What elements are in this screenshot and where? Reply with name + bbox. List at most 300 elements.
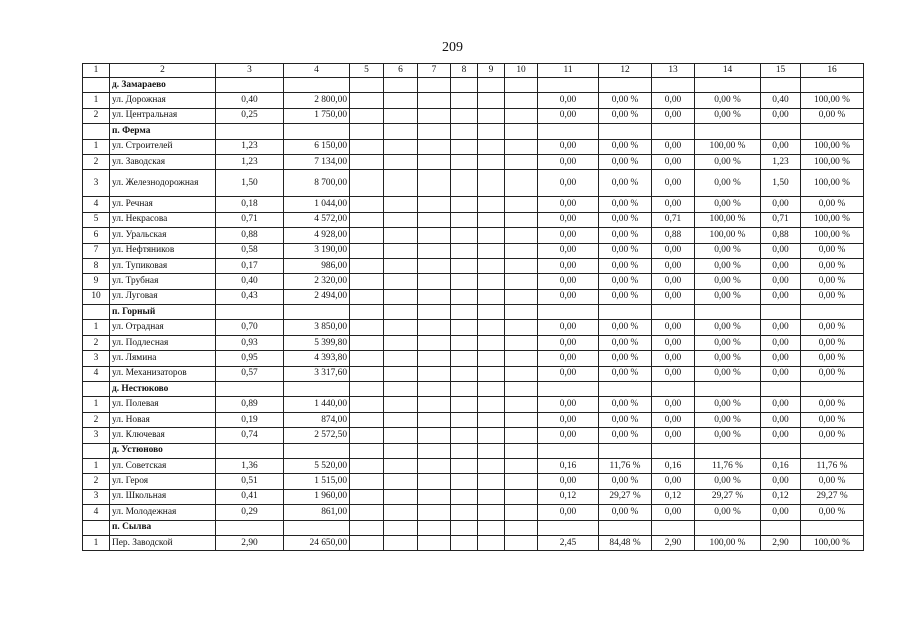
table-cell — [384, 170, 418, 197]
table-cell — [505, 397, 538, 412]
street-name: ул. Железнодорожная — [110, 170, 216, 197]
table-cell: 0,40 — [216, 274, 284, 289]
row-number: 2 — [83, 412, 110, 427]
column-header: 13 — [652, 64, 695, 78]
table-cell: 0,41 — [216, 489, 284, 504]
table-cell — [418, 305, 451, 320]
table-cell: 0,00 % — [695, 320, 761, 335]
column-header: 8 — [451, 64, 478, 78]
street-name: ул. Полевая — [110, 397, 216, 412]
table-cell — [350, 289, 384, 304]
table-cell — [350, 197, 384, 212]
row-number: 10 — [83, 289, 110, 304]
table-cell — [350, 412, 384, 427]
table-cell — [451, 289, 478, 304]
table-cell: 5 399,80 — [284, 335, 350, 350]
table-cell: 0,00 — [538, 228, 599, 243]
table-cell — [83, 443, 110, 458]
table-cell — [451, 78, 478, 93]
table-cell — [599, 443, 652, 458]
table-cell: 0,00 % — [599, 212, 652, 227]
table-cell — [350, 258, 384, 273]
column-header: 6 — [384, 64, 418, 78]
table-cell — [384, 412, 418, 427]
table-row — [83, 351, 864, 366]
table-cell — [801, 520, 864, 535]
table-cell: 0,00 — [538, 274, 599, 289]
table-cell: 0,19 — [216, 412, 284, 427]
table-cell: 0,00 — [538, 412, 599, 427]
table-cell — [350, 124, 384, 139]
column-header: 2 — [110, 64, 216, 78]
table-cell — [418, 170, 451, 197]
table-cell — [350, 382, 384, 397]
table-cell: 0,00 — [761, 335, 801, 350]
table-cell: 0,00 — [761, 258, 801, 273]
row-number: 8 — [83, 258, 110, 273]
table-cell: 0,00 — [761, 351, 801, 366]
table-cell — [451, 458, 478, 473]
table-cell — [384, 243, 418, 258]
table-cell — [83, 78, 110, 93]
table-cell — [418, 139, 451, 154]
table-cell: 0,00 — [652, 289, 695, 304]
table-cell — [284, 78, 350, 93]
table-row — [83, 335, 864, 350]
table-cell: 3 850,00 — [284, 320, 350, 335]
table-cell — [350, 335, 384, 350]
table-row — [83, 108, 864, 123]
table-cell — [451, 412, 478, 427]
header-row — [83, 64, 864, 78]
table-cell — [451, 305, 478, 320]
table-cell: 1,23 — [761, 154, 801, 169]
table-cell — [478, 520, 505, 535]
table-cell: 0,00 % — [695, 474, 761, 489]
table-cell — [418, 428, 451, 443]
table-cell: 0,00 — [761, 412, 801, 427]
table-cell: 1,50 — [761, 170, 801, 197]
table-cell: 0,00 — [538, 139, 599, 154]
table-cell: 0,00 % — [695, 274, 761, 289]
street-name: ул. Уральская — [110, 228, 216, 243]
table-cell: 0,00 — [652, 474, 695, 489]
table-cell: 0,00 — [538, 474, 599, 489]
row-number: 1 — [83, 93, 110, 108]
table-cell — [384, 124, 418, 139]
table-cell — [505, 366, 538, 381]
table-cell: 0,95 — [216, 351, 284, 366]
table-cell: 100,00 % — [801, 139, 864, 154]
street-name: Пер. Заводской — [110, 535, 216, 550]
table-cell — [83, 382, 110, 397]
table-cell — [418, 289, 451, 304]
table-cell — [478, 382, 505, 397]
table-cell: 0,25 — [216, 108, 284, 123]
column-header: 1 — [83, 64, 110, 78]
table-cell: 861,00 — [284, 505, 350, 520]
table-cell — [384, 154, 418, 169]
table-row — [83, 412, 864, 427]
table-cell: 1,50 — [216, 170, 284, 197]
column-header: 14 — [695, 64, 761, 78]
table-cell: 0,43 — [216, 289, 284, 304]
street-name: ул. Героя — [110, 474, 216, 489]
table-cell — [761, 78, 801, 93]
table-cell — [384, 108, 418, 123]
table-cell — [384, 258, 418, 273]
table-cell — [384, 443, 418, 458]
table-cell: 1,23 — [216, 139, 284, 154]
table-cell: 0,00 — [538, 170, 599, 197]
table-cell — [505, 228, 538, 243]
table-cell — [350, 170, 384, 197]
table-cell: 0,00 % — [695, 93, 761, 108]
table-cell — [478, 108, 505, 123]
table-cell: 100,00 % — [695, 139, 761, 154]
table-cell: 29,27 % — [695, 489, 761, 504]
table-cell — [451, 243, 478, 258]
table-cell — [350, 520, 384, 535]
table-cell: 0,00 — [652, 139, 695, 154]
table-cell — [418, 212, 451, 227]
table-cell — [418, 397, 451, 412]
table-cell: 4 393,80 — [284, 351, 350, 366]
table-cell — [451, 154, 478, 169]
table-cell — [350, 212, 384, 227]
table-cell — [384, 320, 418, 335]
table-cell — [801, 382, 864, 397]
table-cell: 0,00 — [652, 108, 695, 123]
table-cell: 0,00 % — [695, 335, 761, 350]
table-cell — [350, 428, 384, 443]
table-cell: 0,71 — [652, 212, 695, 227]
table-cell: 0,00 — [652, 351, 695, 366]
table-cell — [451, 505, 478, 520]
table-cell: 0,00 % — [801, 335, 864, 350]
table-cell: 0,29 — [216, 505, 284, 520]
table-row — [83, 139, 864, 154]
table-cell: 0,70 — [216, 320, 284, 335]
table-cell — [284, 382, 350, 397]
table-cell — [761, 124, 801, 139]
table-cell — [451, 397, 478, 412]
table-cell: 0,00 — [761, 139, 801, 154]
table-row — [83, 458, 864, 473]
table-cell: 0,00 % — [801, 197, 864, 212]
table-cell: 0,00 % — [801, 289, 864, 304]
table-cell: 0,74 — [216, 428, 284, 443]
column-header: 16 — [801, 64, 864, 78]
table-cell: 0,00 — [652, 154, 695, 169]
table-cell — [505, 535, 538, 550]
table-cell: 0,00 — [761, 243, 801, 258]
table-cell: 0,00 — [652, 335, 695, 350]
table-cell: 0,00 % — [801, 397, 864, 412]
table-row — [83, 366, 864, 381]
table-cell — [505, 274, 538, 289]
table-cell — [451, 382, 478, 397]
table-cell: 0,00 — [538, 351, 599, 366]
table-cell — [216, 520, 284, 535]
table-cell — [418, 93, 451, 108]
table-cell — [652, 520, 695, 535]
section-title: п. Ферма — [110, 124, 216, 139]
table-cell — [418, 320, 451, 335]
table-cell: 0,00 % — [599, 170, 652, 197]
table-cell: 2,45 — [538, 535, 599, 550]
table-cell — [451, 212, 478, 227]
table-cell — [478, 320, 505, 335]
table-cell: 0,12 — [538, 489, 599, 504]
table-cell: 0,00 % — [599, 197, 652, 212]
table-cell — [599, 124, 652, 139]
table-cell: 2,90 — [216, 535, 284, 550]
table-cell — [478, 274, 505, 289]
section-row — [83, 520, 864, 535]
table-row — [83, 289, 864, 304]
table-cell: 0,00 % — [801, 428, 864, 443]
row-number: 1 — [83, 458, 110, 473]
table-cell — [505, 243, 538, 258]
table-cell: 0,93 — [216, 335, 284, 350]
table-cell — [384, 458, 418, 473]
table-cell: 0,00 % — [599, 320, 652, 335]
table-cell — [384, 78, 418, 93]
table-cell — [505, 93, 538, 108]
table-cell: 0,00 % — [695, 197, 761, 212]
table-cell — [505, 320, 538, 335]
table-cell — [761, 382, 801, 397]
table-cell — [384, 228, 418, 243]
table-cell: 1 515,00 — [284, 474, 350, 489]
table-cell: 0,00 — [761, 428, 801, 443]
table-cell: 0,00 % — [695, 154, 761, 169]
table-cell: 0,71 — [216, 212, 284, 227]
table-cell — [418, 243, 451, 258]
row-number: 3 — [83, 351, 110, 366]
table-cell: 874,00 — [284, 412, 350, 427]
table-cell — [216, 443, 284, 458]
table-cell — [451, 474, 478, 489]
table-cell — [418, 108, 451, 123]
table-cell — [695, 382, 761, 397]
table-cell: 0,00 — [761, 505, 801, 520]
table-cell: 0,00 — [652, 428, 695, 443]
table-cell — [801, 305, 864, 320]
street-name: ул. Лямина — [110, 351, 216, 366]
table-cell: 0,00 % — [599, 93, 652, 108]
table-cell: 0,00 — [538, 289, 599, 304]
table-cell — [83, 305, 110, 320]
table-cell: 0,00 % — [801, 108, 864, 123]
row-number: 5 — [83, 212, 110, 227]
section-title: д. Замараево — [110, 78, 216, 93]
row-number: 1 — [83, 320, 110, 335]
table-cell: 0,58 — [216, 243, 284, 258]
table-cell — [801, 443, 864, 458]
table-cell: 0,00 — [652, 412, 695, 427]
table-cell — [599, 520, 652, 535]
street-name: ул. Новая — [110, 412, 216, 427]
table-cell: 2 320,00 — [284, 274, 350, 289]
table-cell — [384, 505, 418, 520]
table-cell: 0,00 % — [599, 108, 652, 123]
table-cell: 0,12 — [652, 489, 695, 504]
table-cell: 0,00 % — [599, 243, 652, 258]
table-cell — [384, 535, 418, 550]
table-cell — [451, 170, 478, 197]
table-cell: 0,00 — [538, 93, 599, 108]
table-cell — [418, 274, 451, 289]
table-cell: 0,00 % — [599, 258, 652, 273]
table-cell — [761, 305, 801, 320]
table-cell — [478, 335, 505, 350]
section-row — [83, 305, 864, 320]
row-number: 4 — [83, 366, 110, 381]
table-cell: 0,00 % — [599, 397, 652, 412]
table-cell: 0,00 — [538, 212, 599, 227]
table-cell — [695, 124, 761, 139]
table-cell: 0,00 — [538, 320, 599, 335]
table-cell — [478, 258, 505, 273]
table-cell — [695, 443, 761, 458]
table-cell — [505, 258, 538, 273]
table-cell: 100,00 % — [695, 535, 761, 550]
table-cell — [350, 154, 384, 169]
table-cell — [418, 351, 451, 366]
table-cell: 2 800,00 — [284, 93, 350, 108]
table-cell: 100,00 % — [801, 93, 864, 108]
table-cell — [505, 197, 538, 212]
street-name: ул. Некрасова — [110, 212, 216, 227]
table-cell: 0,00 — [538, 197, 599, 212]
table-cell — [505, 305, 538, 320]
table-cell — [350, 228, 384, 243]
table-cell: 8 700,00 — [284, 170, 350, 197]
table-cell: 0,00 % — [801, 320, 864, 335]
table-cell — [451, 520, 478, 535]
table-cell — [652, 305, 695, 320]
table-cell: 0,00 — [761, 108, 801, 123]
table-cell — [505, 335, 538, 350]
table-cell — [451, 93, 478, 108]
table-cell: 0,00 % — [599, 289, 652, 304]
table-cell: 0,00 — [761, 274, 801, 289]
row-number: 2 — [83, 154, 110, 169]
street-name: ул. Заводская — [110, 154, 216, 169]
row-number: 1 — [83, 139, 110, 154]
table-cell — [418, 124, 451, 139]
table-cell: 0,00 — [538, 428, 599, 443]
table-cell — [538, 382, 599, 397]
data-table — [82, 63, 864, 551]
table-cell — [478, 366, 505, 381]
street-name: ул. Луговая — [110, 289, 216, 304]
table-row — [83, 258, 864, 273]
table-cell — [478, 397, 505, 412]
table-cell — [478, 505, 505, 520]
street-name: ул. Нефтяников — [110, 243, 216, 258]
section-title: п. Сылва — [110, 520, 216, 535]
table-cell — [350, 397, 384, 412]
table-cell — [451, 124, 478, 139]
table-cell: 0,00 — [652, 274, 695, 289]
table-cell: 0,00 — [761, 366, 801, 381]
table-cell — [451, 366, 478, 381]
row-number: 9 — [83, 274, 110, 289]
table-cell: 0,40 — [216, 93, 284, 108]
row-number: 4 — [83, 197, 110, 212]
table-cell — [505, 154, 538, 169]
street-name: ул. Трубная — [110, 274, 216, 289]
table-cell: 0,00 — [761, 397, 801, 412]
table-cell — [505, 124, 538, 139]
table-cell: 0,88 — [652, 228, 695, 243]
table-cell — [599, 305, 652, 320]
table-cell — [599, 382, 652, 397]
street-name: ул. Школьная — [110, 489, 216, 504]
table-cell — [284, 443, 350, 458]
table-cell — [695, 520, 761, 535]
table-cell: 0,88 — [216, 228, 284, 243]
section-title: д. Нестюково — [110, 382, 216, 397]
table-cell: 7 134,00 — [284, 154, 350, 169]
table-cell: 4 928,00 — [284, 228, 350, 243]
table-cell — [384, 289, 418, 304]
table-cell: 0,00 % — [599, 505, 652, 520]
table-cell — [384, 351, 418, 366]
table-cell — [418, 78, 451, 93]
table-cell: 0,00 % — [801, 505, 864, 520]
street-name: ул. Тупиковая — [110, 258, 216, 273]
table-cell — [83, 124, 110, 139]
table-cell — [478, 139, 505, 154]
table-cell: 100,00 % — [695, 228, 761, 243]
row-number: 1 — [83, 397, 110, 412]
table-cell: 0,00 % — [695, 351, 761, 366]
table-cell — [451, 108, 478, 123]
table-row — [83, 505, 864, 520]
table-cell: 0,00 — [652, 366, 695, 381]
table-cell — [350, 505, 384, 520]
table-cell — [478, 212, 505, 227]
table-cell: 0,00 — [652, 170, 695, 197]
table-cell — [384, 274, 418, 289]
table-cell: 2 572,50 — [284, 428, 350, 443]
table-cell — [478, 428, 505, 443]
table-cell — [350, 320, 384, 335]
table-cell — [350, 139, 384, 154]
row-number: 2 — [83, 474, 110, 489]
table-cell: 0,00 % — [695, 108, 761, 123]
table-cell: 0,18 — [216, 197, 284, 212]
column-header: 3 — [216, 64, 284, 78]
table-cell — [451, 228, 478, 243]
table-cell — [505, 382, 538, 397]
table-cell — [384, 305, 418, 320]
table-cell — [652, 382, 695, 397]
table-cell — [350, 535, 384, 550]
table-cell: 0,16 — [761, 458, 801, 473]
table-cell: 0,00 % — [599, 228, 652, 243]
street-name: ул. Молодежная — [110, 505, 216, 520]
table-cell: 0,00 — [652, 320, 695, 335]
table-cell — [350, 474, 384, 489]
table-cell — [801, 78, 864, 93]
table-cell: 100,00 % — [801, 535, 864, 550]
table-cell — [505, 289, 538, 304]
